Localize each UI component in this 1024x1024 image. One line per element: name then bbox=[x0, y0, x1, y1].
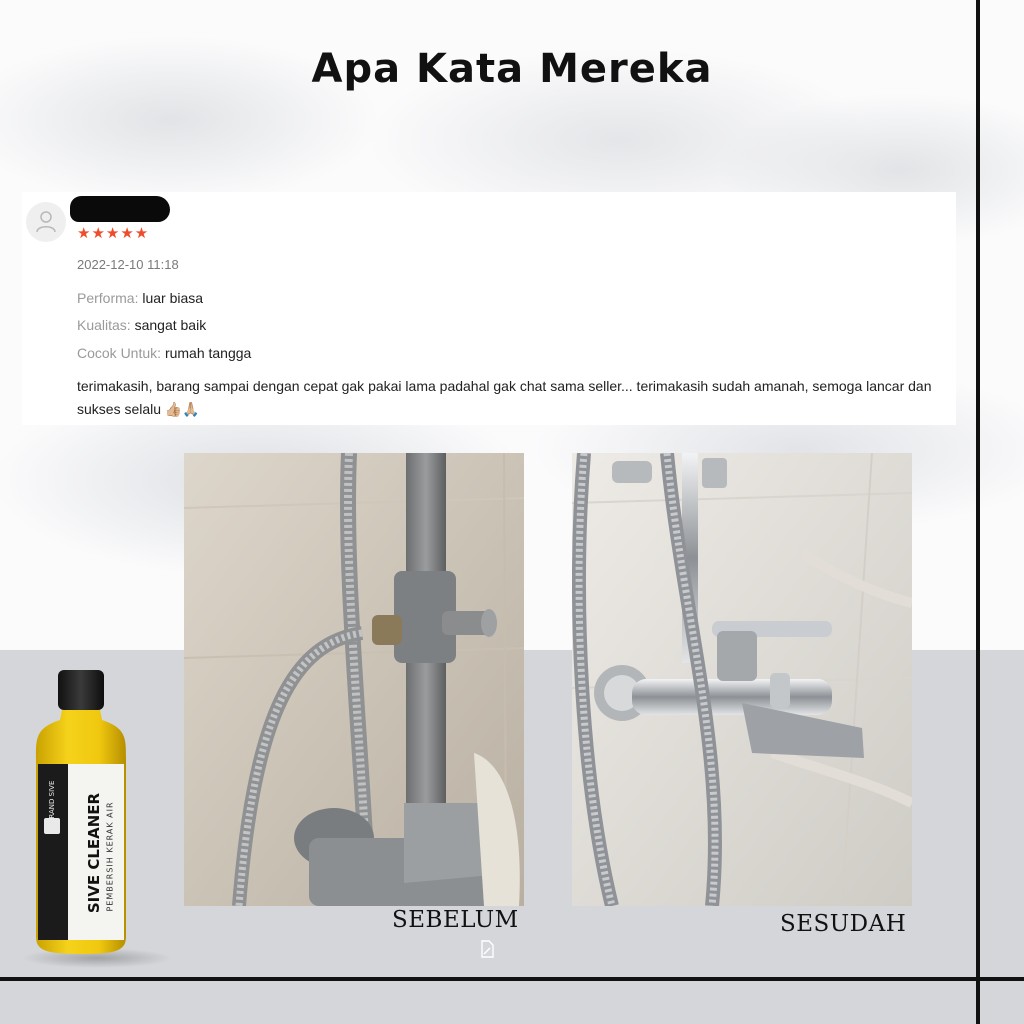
product-bottle bbox=[22, 668, 172, 968]
product-maker: BRAND SIVE bbox=[48, 780, 56, 824]
frame-horizontal-line bbox=[0, 977, 1024, 981]
redacted-username bbox=[70, 196, 170, 222]
rating-stars: ★★★★★ bbox=[77, 224, 150, 242]
attribute-value: rumah tangga bbox=[164, 345, 252, 361]
user-icon bbox=[36, 211, 56, 233]
attribute-value: luar biasa bbox=[142, 290, 204, 306]
review-card bbox=[22, 192, 956, 425]
frame-vertical-line bbox=[976, 0, 980, 1024]
review-comment: terimakasih, barang sampai dengan cepat gak pakai lama padahal gak chat sama seller... terimakasih sudah amanah, semoga lancar dan sukses selalu 👍🏼🙏🏼 bbox=[77, 378, 932, 417]
avatar bbox=[26, 202, 66, 242]
caption-after: SESUDAH bbox=[780, 911, 907, 937]
attribute-label: Kualitas: bbox=[77, 317, 131, 333]
bottle-label bbox=[69, 778, 125, 938]
product-subtitle: PEMBERSIH KERAK AIR bbox=[105, 801, 115, 912]
product-brand: SIVE CLEANER bbox=[85, 792, 103, 914]
caption-before: SEBELUM bbox=[392, 907, 519, 933]
attribute-value: sangat baik bbox=[134, 317, 207, 333]
attribute-performa bbox=[77, 290, 203, 306]
attribute-label: Cocok Untuk: bbox=[77, 345, 162, 361]
attribute-kualitas bbox=[77, 317, 206, 333]
review-date: 2022-12-10 11:18 bbox=[77, 257, 179, 272]
attribute-label: Performa: bbox=[77, 290, 139, 306]
attribute-cocok-untuk bbox=[77, 345, 251, 361]
before-photo bbox=[184, 453, 524, 906]
document-icon bbox=[480, 940, 494, 958]
after-photo bbox=[572, 453, 912, 906]
page-title: Apa Kata Mereka bbox=[311, 46, 713, 92]
